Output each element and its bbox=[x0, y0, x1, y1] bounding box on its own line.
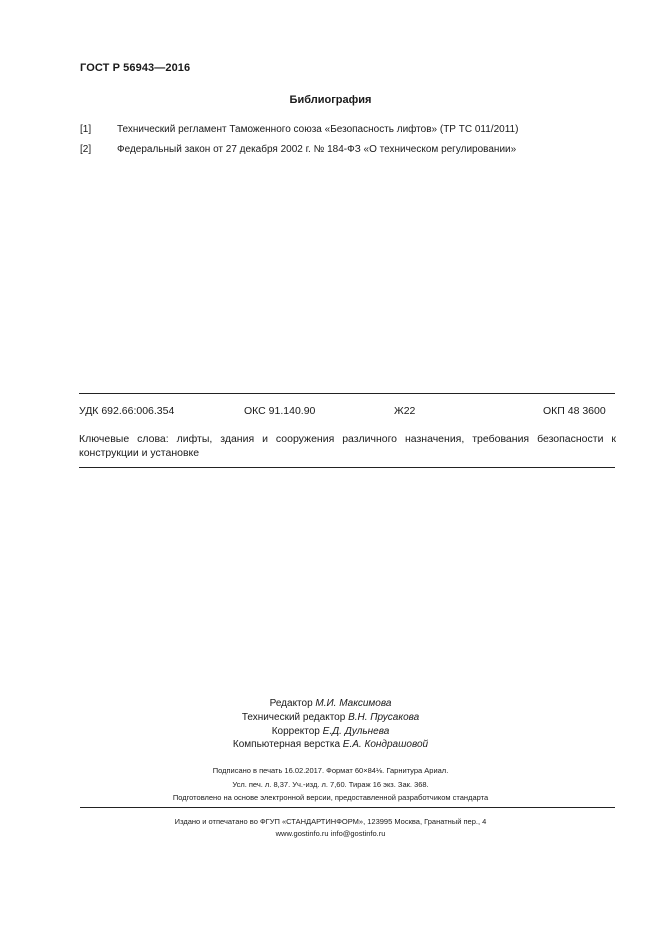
udk-code: УДК 692.66:006.354 bbox=[79, 405, 175, 417]
corrector-name: Е.Д. Дульнева bbox=[322, 725, 390, 737]
layout-line bbox=[0, 738, 661, 752]
editor-role: Редактор bbox=[269, 698, 313, 709]
publication-source-line: Подготовлено на основе электронной версии, предоставленной разработчиком стандарта bbox=[172, 793, 489, 802]
corrector-line bbox=[0, 725, 661, 739]
tech-editor-role: Технический редактор bbox=[241, 711, 346, 723]
tech-editor-name: В.Н. Прусакова bbox=[348, 711, 420, 723]
tech-editor-line bbox=[0, 711, 661, 725]
bibliography-title: Библиография bbox=[289, 94, 372, 106]
editor-name: М.И. Максимова bbox=[315, 698, 392, 709]
divider-bottom bbox=[79, 467, 615, 468]
bibliography-item-number: [2] bbox=[80, 144, 92, 155]
bibliography-item-text: Федеральный закон от 27 декабря 2002 г. № 184-ФЗ «О техническом регулировании» bbox=[117, 144, 517, 155]
corrector-role: Корректор bbox=[271, 725, 320, 737]
layout-name: Е.А. Кондрашовой bbox=[342, 739, 429, 751]
editor-line bbox=[0, 697, 661, 711]
divider-publisher bbox=[80, 807, 615, 808]
publication-signed-line: Подписано в печать 16.02.2017. Формат 60×84⅛. Гарнитура Ариал. bbox=[212, 766, 449, 775]
standard-number: ГОСТ Р 56943—2016 bbox=[80, 62, 191, 74]
classification-code: Ж22 bbox=[394, 405, 416, 417]
credits-block bbox=[0, 697, 661, 752]
okp-code: ОКП 48 3600 bbox=[543, 405, 606, 417]
divider-top bbox=[79, 393, 615, 394]
bibliography-item-text: Технический регламент Таможенного союза «Безопасность лифтов» (ТР ТС 011/2011) bbox=[117, 124, 519, 135]
publisher-address-line: Издано и отпечатано во ФГУП «СТАНДАРТИНФОРМ», 123995 Москва, Гранатный пер., 4 bbox=[174, 817, 487, 826]
bibliography-item-number: [1] bbox=[80, 124, 92, 135]
keywords: Ключевые слова: лифты, здания и сооружения различного назначения, требования безопасности к конструкции и установке bbox=[79, 433, 616, 459]
publication-print-line: Усл. печ. л. 8,37. Уч.-изд. л. 7,60. Тираж 16 экз. Зак. 368. bbox=[232, 780, 429, 789]
layout-role: Компьютерная верстка bbox=[232, 739, 341, 751]
oks-code: ОКС 91.140.90 bbox=[244, 405, 316, 417]
publisher-web-line: www.gostinfo.ru info@gostinfo.ru bbox=[275, 829, 386, 838]
